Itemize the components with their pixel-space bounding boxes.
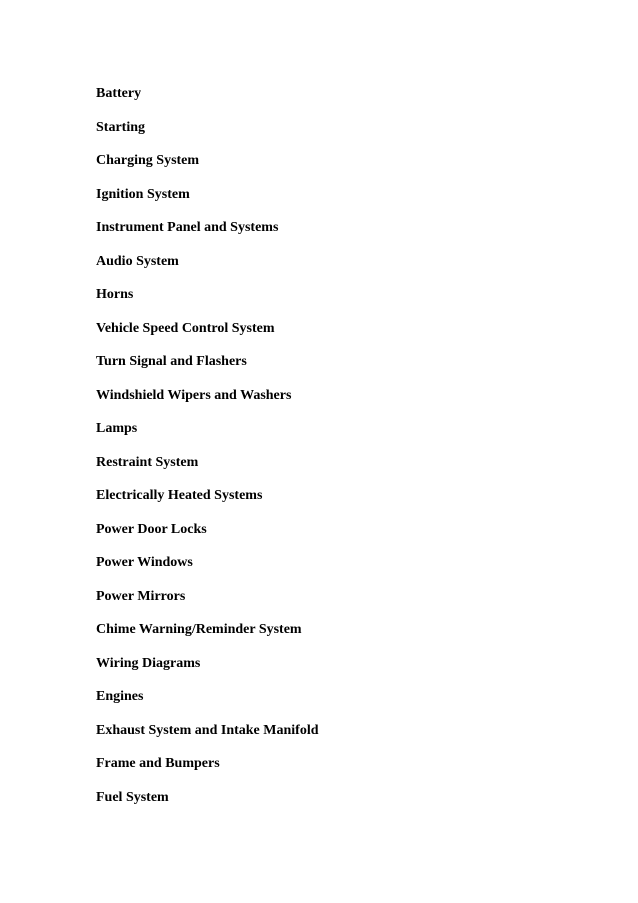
list-item: Restraint System: [96, 454, 199, 470]
list-item: Lamps: [96, 421, 138, 436]
section-list: [96, 84, 319, 821]
list-item: Turn Signal and Flashers: [96, 354, 247, 369]
list-item: Frame and Bumpers: [96, 756, 220, 771]
list-item: Horns: [96, 287, 134, 302]
list-item: Ignition System: [96, 186, 190, 202]
list-item: Power Door Locks: [96, 521, 207, 537]
list-item: Wiring Diagrams: [96, 655, 201, 671]
list-item: Windshield Wipers and Washers: [96, 387, 292, 403]
list-item: Electrically Heated Systems: [96, 488, 263, 503]
list-item: Exhaust System and Intake Manifold: [96, 722, 319, 738]
list-item: Instrument Panel and Systems: [96, 220, 279, 235]
list-item: Power Windows: [96, 555, 193, 570]
list-item: Fuel System: [96, 789, 169, 805]
list-item: Starting: [96, 119, 145, 135]
list-item: Power Mirrors: [96, 588, 186, 604]
list-item: Engines: [96, 689, 144, 704]
list-item: Chime Warning/Reminder System: [96, 622, 302, 637]
list-item: Charging System: [96, 153, 200, 168]
list-item: Vehicle Speed Control System: [96, 320, 275, 336]
list-item: Audio System: [96, 253, 179, 269]
list-item: Battery: [96, 86, 142, 101]
